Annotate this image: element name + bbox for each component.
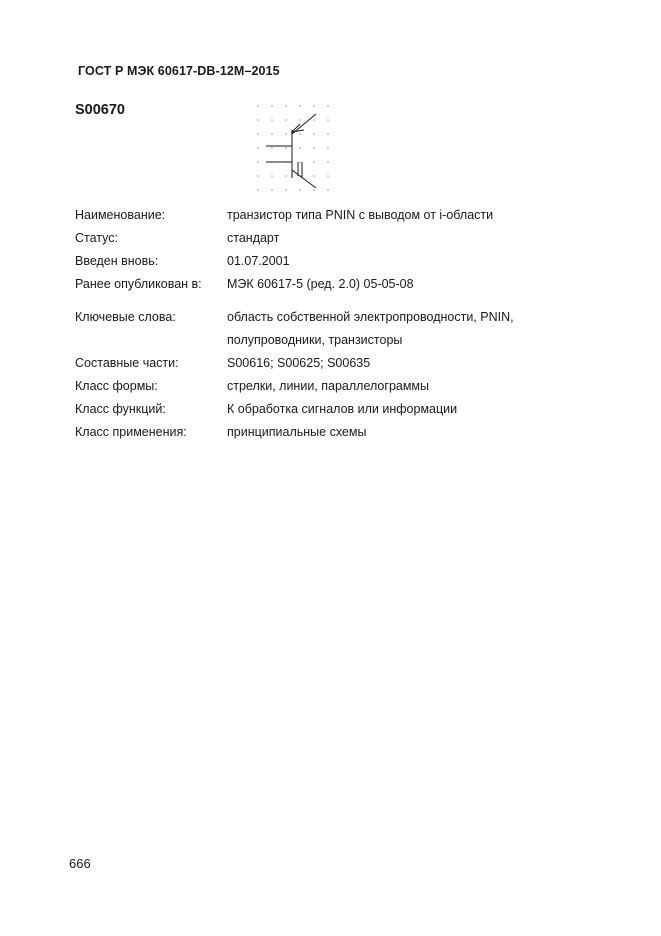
property-row-components	[75, 352, 557, 375]
property-value: МЭК 60617-5 (ред. 2.0) 05-05-08	[227, 277, 414, 291]
property-value: стандарт	[227, 231, 280, 245]
property-key: Статус:	[75, 231, 118, 245]
property-value: стрелки, линии, параллелограммы	[227, 379, 430, 393]
symbol-code: S00670	[75, 102, 125, 118]
symbol-grid-dots	[257, 105, 329, 191]
property-row-shape-class	[75, 375, 557, 398]
property-value: К обработка сигналов или информации	[227, 402, 458, 416]
property-key: Класс формы:	[75, 379, 158, 393]
property-row-status	[75, 227, 557, 250]
property-value: транзистор типа PNIN с выводом от i-области	[227, 208, 494, 222]
property-value: S00616; S00625; S00635	[227, 356, 371, 370]
properties-table	[75, 204, 557, 444]
property-key: Составные части:	[75, 356, 179, 370]
property-key: Наименование:	[75, 208, 166, 222]
property-key: Введен вновь:	[75, 254, 159, 268]
property-value: 01.07.2001	[227, 254, 290, 268]
property-row-application-class	[75, 421, 557, 444]
property-row-function-class	[75, 398, 557, 421]
property-row-published	[75, 273, 557, 296]
document-header: ГОСТ Р МЭК 60617-DB-12M–2015	[78, 64, 280, 78]
page-number: 666	[69, 856, 91, 871]
keywords-line-2: полупроводники, транзисторы	[227, 333, 403, 347]
property-key: Ключевые слова:	[75, 310, 176, 324]
property-key: Класс применения:	[75, 425, 187, 439]
property-row-name	[75, 204, 557, 227]
property-row-keywords	[75, 306, 557, 352]
pnin-transistor-symbol-icon	[252, 100, 334, 200]
property-value: принципиальные схемы	[227, 425, 367, 439]
property-key: Ранее опубликован в:	[75, 277, 202, 291]
property-key: Класс функций:	[75, 402, 166, 416]
property-row-introduced	[75, 250, 557, 273]
property-value	[227, 306, 557, 352]
keywords-line-1: область собственной электропроводности, PNIN,	[227, 310, 514, 324]
